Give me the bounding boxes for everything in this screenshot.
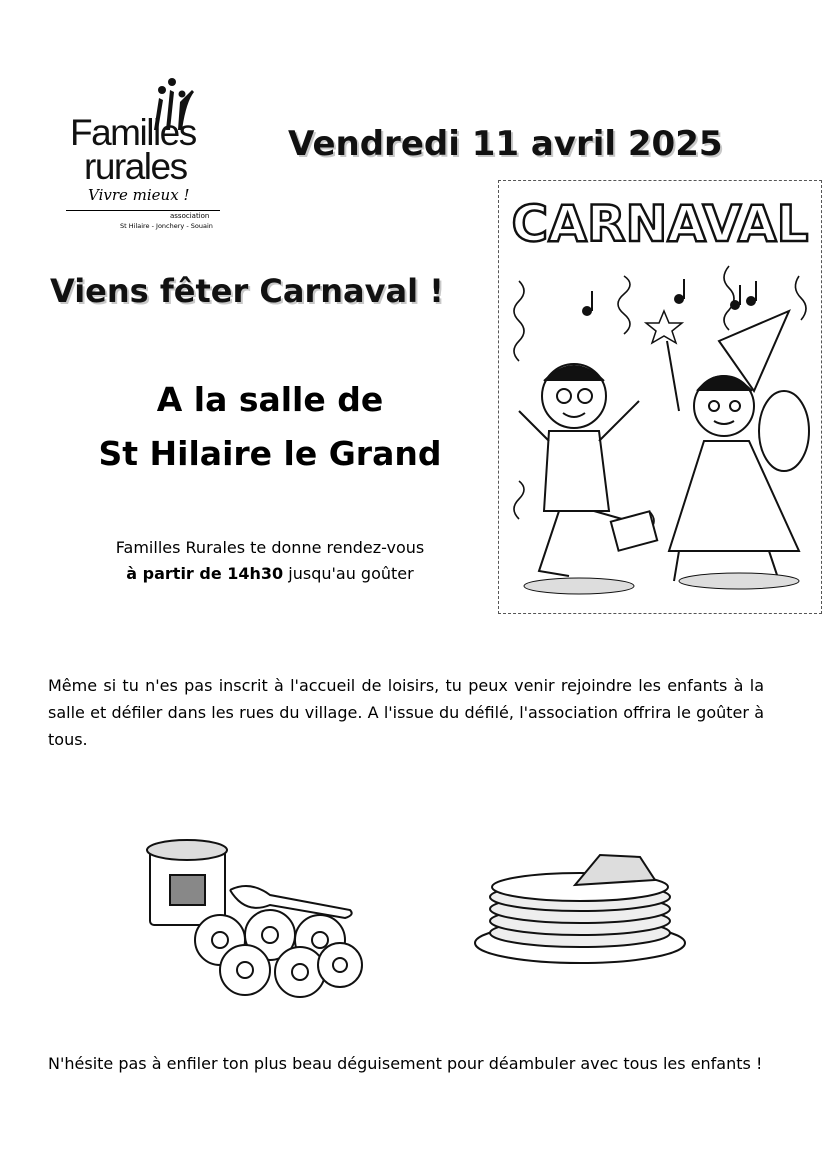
- invitation-paragraph: Même si tu n'es pas inscrit à l'accueil de loisirs, tu peux venir rejoindre les enfants à la salle et défiler dans les rues du village. A l'issue du défilé, l'association offrira le goûter à tous.: [48, 676, 764, 749]
- rendezvous-time: à partir de 14h30: [126, 564, 284, 583]
- costume-paragraph: N'hésite pas à enfiler ton plus beau déguisement pour déambuler avec tous les enfants !: [48, 1054, 763, 1073]
- venue-line-2: St Hilaire le Grand: [98, 434, 442, 473]
- event-date: Vendredi 11 avril 2025: [288, 124, 723, 164]
- jam-and-donuts-illustration: [140, 830, 370, 1000]
- logo-association-label: association: [170, 212, 210, 220]
- familles-rurales-logo: [58, 72, 228, 237]
- rendezvous-rest: jusqu'au goûter: [283, 564, 414, 583]
- star-icon: [646, 311, 682, 343]
- logo-divider: [66, 210, 220, 211]
- venue-line-1: A la salle de: [156, 380, 384, 419]
- rendezvous-line-2: [0, 564, 540, 583]
- crepes-illustration: [470, 845, 695, 970]
- headline: Viens fêter Carnaval !: [50, 272, 444, 310]
- music-notes-icon: [582, 279, 757, 316]
- logo-slogan: Vivre mieux !: [88, 186, 190, 204]
- spoon-icon: [230, 886, 352, 918]
- logo-text-familles: Familles: [70, 112, 196, 153]
- boy-clown-icon: [519, 364, 657, 576]
- logo-text-rurales: rurales: [84, 146, 187, 187]
- donuts-icon: [195, 910, 362, 997]
- crepes-stack-icon: [475, 855, 685, 963]
- logo-villages-label: St Hilaire - Jonchery - Souain: [120, 222, 213, 230]
- carnaval-banner: CARNAVAL: [511, 195, 809, 253]
- carnaval-illustration: [498, 180, 822, 614]
- rendezvous-line-1: Familles Rurales te donne rendez-vous: [115, 538, 425, 557]
- girl-fairy-icon: [669, 311, 809, 581]
